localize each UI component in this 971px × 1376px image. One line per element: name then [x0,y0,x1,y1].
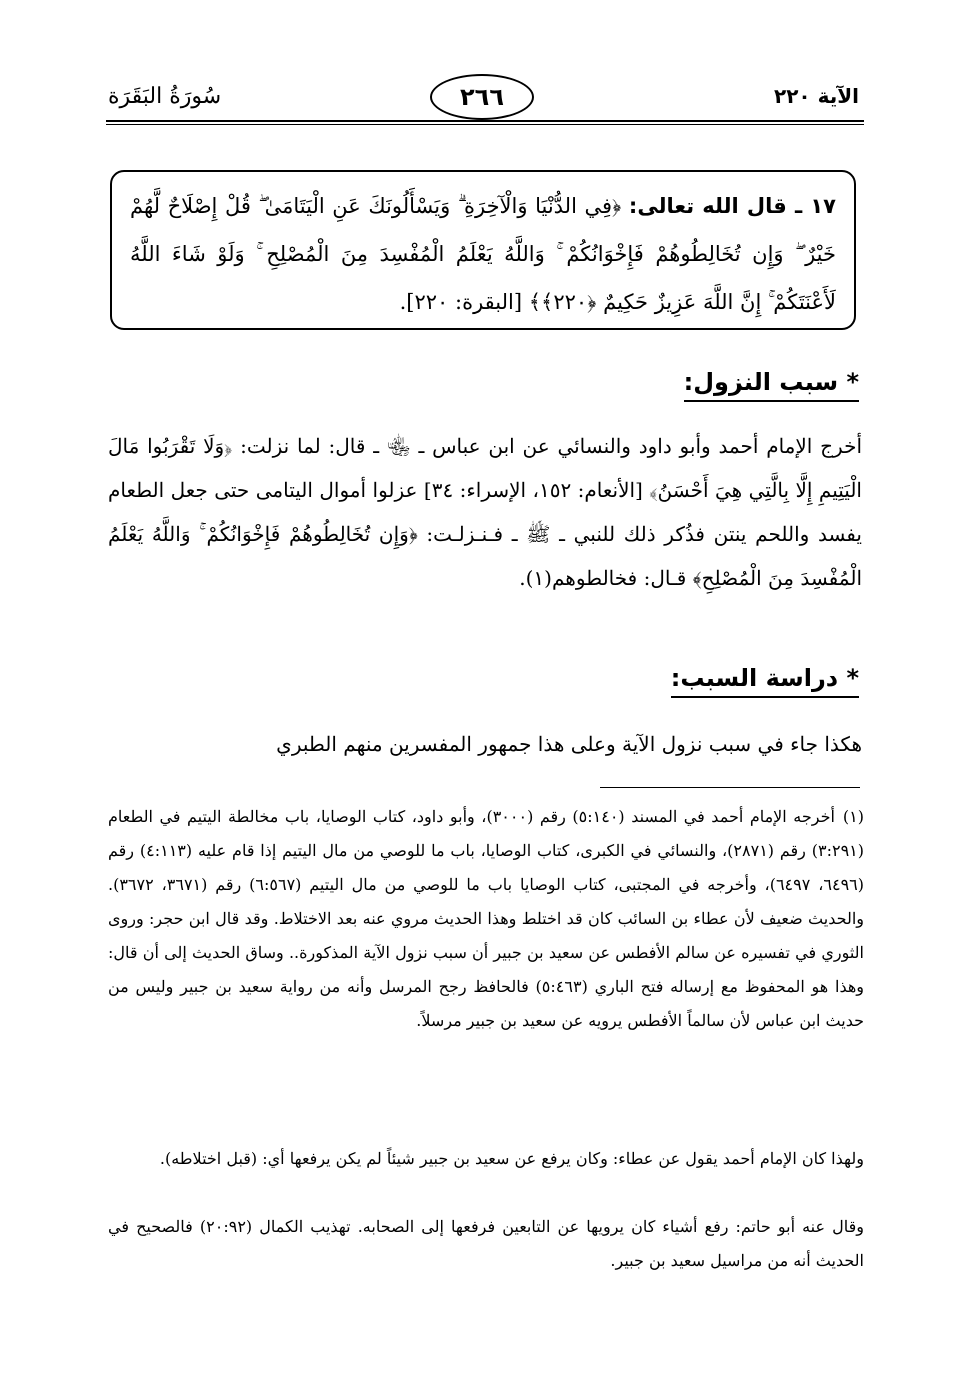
section-heading-revelation-cause: * سبب النزول: [684,368,859,402]
footnote-3: وقال عنه أبو حاتم: رفع أشياء كان يرويها عن التابعين فرفعها إلى الصحابه. تهذيب الكمال (٢٠:٩٢) فالصحيح في الحديث أنه من مراسيل سعيد بن جبير. [108,1217,865,1270]
footnote-1-number: (١) [842,807,865,826]
footnote-separator [600,787,860,788]
header-rule [106,120,864,122]
footnote-1-text: أخرجه الإمام أحمد في المسند (٥:١٤٠) رقم (٣٠٠٠)، وأبو داود، كتاب الوصايا، باب مخالطة اليتيم في الطعام (٣:٢٩١) رقم (٢٨٧١)، والنسائي في الكبرى، كتاب الوصايا، باب ما للوصي من مال اليتيم إذا قام عليه (٤:١١٣) رقم (٦٤٩٦، ٦٤٩٧)، وأخرجه في المجتبى، كتاب الوصايا باب ما للوصي من مال اليتيم (٦:٥٦٧) رقم (٣٦٧١، ٣٦٧٢). والحديث ضعيف لأن عطاء بن السائب كان قد اختلط وهذا الحديث مروي عنه بعد الاختلاط. وقد قال ابن حجر: وروى الثوري في تفسيره عن سالم الأفطس عن سعيد بن جبير أن سبب نزول الآية المذكورة.. وساق الحديث إلى أن قال: وهذا هو المحفوظ مع إرساله فتح الباري (٥:٤٦٣) فالحافظ رجح المرسل وأنه من رواية سعيد بن جبير وليس من حديث ابن عباس لأن سالماً الأفطس يرويه عن سعيد بن جبير مرسلاً. [108,807,865,1030]
verse-box [110,170,856,330]
header-rule-thin [106,124,864,125]
page-number: ٢٦٦ [430,74,534,120]
footnote-2: ولهذا كان الإمام أحمد يقول عن عطاء: وكان يرفع عن سعيد بن جبير شيئاً لم يكن يرفعها أي: (قبل اختلاطه). [159,1149,864,1168]
verse-text: ﴿فِي الدُّنْيَا وَالْآخِرَةِ ۗ وَيَسْأَلُونَكَ عَنِ الْيَتَامَىٰ ۖ قُلْ إِصْلَاحٌ لَّهُمْ خَيْرٌ ۖ وَإِن تُخَالِطُوهُمْ فَإِخْوَانُكُمْ ۚ وَاللَّهُ يَعْلَمُ الْمُفْسِدَ مِنَ الْمُصْلِحِ ۚ وَلَوْ شَاءَ اللَّهُ لَأَعْنَتَكُمْ ۚ إِنَّ اللَّهَ عَزِيزٌ حَكِيمٌ ﴿٢٢٠﴾﴾ [البقرة: ٢٢٠]. [130,194,836,314]
surah-title: سُورَةُ البَقَرَة [108,84,222,109]
section-text-revelation-cause: أخرج الإمام أحمد وأبو داود والنسائي عن ابن عباس ـ ﵄ ـ قال: لما نزلت: ﴿وَلَا تَقْرَبُوا مَالَ الْيَتِيمِ إِلَّا بِالَّتِي هِيَ أَحْسَنُ﴾ [الأنعام: ١٥٢، الإسراء: ٣٤] عزلوا أموال اليتامى حتى جعل الطعام يفسد واللحم ينتن فذُكر ذلك للنبي ـ ﷺ ـ فـنـزلـت: ﴿وَإِن تُخَالِطُوهُمْ فَإِخْوَانُكُمْ ۚ وَاللَّهُ يَعْلَمُ الْمُفْسِدَ مِنَ الْمُصْلِحِ﴾ قـال: فخالطوهم(١). [108,434,862,590]
verse-lead: ١٧ ـ قال الله تعالى: [628,194,836,218]
footnote-1 [108,800,864,1038]
section-heading-cause-study: * دراسة السبب: [671,664,859,698]
ayah-label: الآية ٢٢٠ [774,84,859,108]
section-text-cause-study: هكذا جاء في سبب نزول الآية وعلى هذا جمهور المفسرين منهم الطبري [276,732,862,756]
